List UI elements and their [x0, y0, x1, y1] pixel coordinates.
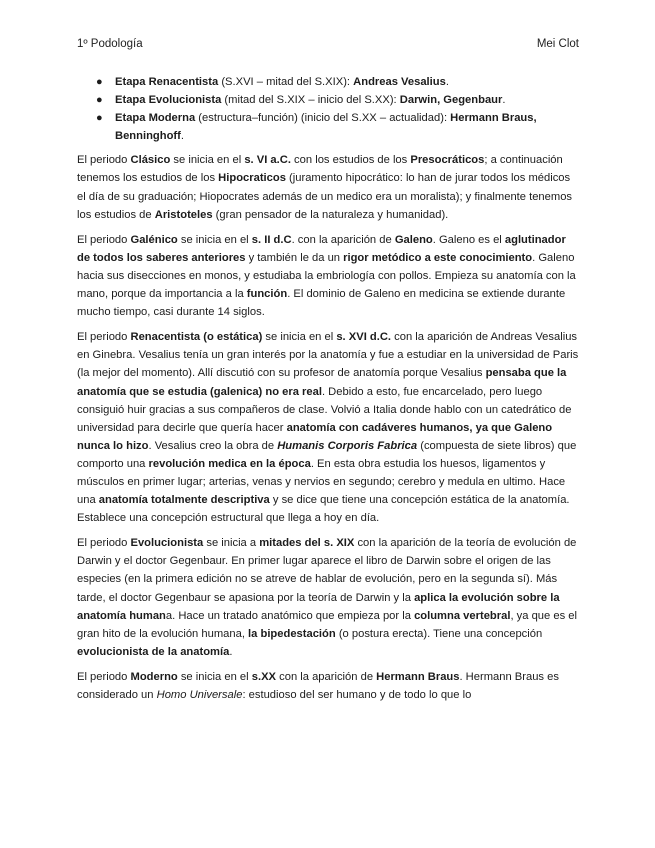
paragraph-clasico: El periodo Clásico se inicia en el s. VI a.C. con los estudios de los Presocráticos; a continuación tenemos los estudios de los Hipocraticos (juramento hipocrático: lo han de jurar todos los médicos el día de su graduación; Hiopocrates además de un medico era un moralista); y finalmente tenemos los estudios de Aristoteles (gran pensador de la naturaleza y humanidad). — [77, 154, 573, 221]
list-item: ● Etapa Evolucionista (mitad del S.XIX – inicio del S.XX): Darwin, Gegenbaur. — [77, 91, 579, 109]
bullet-icon: ● — [96, 94, 103, 107]
paragraph-evolucionista: El periodo Evolucionista se inicia a mitades del s. XIX con la aparición de la teoría de evolución de Darwin y el doctor Gegenbaur. En primer lugar aparece el libro de Darwin sobre el origen de las especies (en la primera edición no se atreve de hablar de evolución, pero en la segunda sí). Más tarde, el doctor Gegenbaur se apasiona por la teoría de Darwin y la aplica la evolución sobre la anatomía humana. Hace un tratado anatómico que empieza por la columna vertebral, ya que es el gran hito de la evolución humana, la bipedestación (o postura erecta). Tiene una concepción evolucionista de la anatomía. — [77, 537, 577, 658]
bullet-icon: ● — [96, 112, 103, 125]
header-course: 1º Podología — [77, 38, 143, 50]
header-author: Mei Clot — [536, 38, 579, 50]
list-item: ● Etapa Renacentista (S.XVI – mitad del S.XIX): Andreas Vesalius. — [77, 73, 579, 91]
list-item: ● Etapa Moderna (estructura–función) (inicio del S.XX – actualidad): Hermann Braus, Benninghoff. — [77, 109, 579, 145]
page-header — [77, 38, 579, 54]
paragraph-renacentista: El periodo Renacentista (o estática) se inicia en el s. XVI d.C. con la aparición de Andreas Vesalius en Ginebra. Vesalius tenía un gran interés por la anatomía y fue a estudiar en la universidad de Paris (la mejor del momento). Allí discutió con su profesor de anatomía porque Vesalius pensaba que la anatomía que se estudia (galenica) no era real. Debido a esto, fue encarcelado, pero luego consiguió huir gracias a sus compañeros de clase. Volvió a Italia donde hablo con un catedrático de universidad para decirle que quería hacer anatomía con cadáveres humanos, ya que Galeno nunca lo hizo. Vesalius creo la obra de Humanis Corporis Fabrica (compuesta de siete libros) que comporto una revolución medica en la época. En esta obra estudia los huesos, ligamentos y músculos en primer lugar; arterias, venas y nervios en segundo; cerebro y medula en ultimo. Hace una anatomía totalmente descriptiva y se dice que tiene una concepción estática de la anatomía. Establece una concepción estructural que llega a hoy en día. — [77, 331, 579, 525]
stages-list — [77, 73, 579, 145]
paragraph-galenico: El periodo Galénico se inicia en el s. II d.C. con la aparición de Galeno. Galeno es el aglutinador de todos los saberes anteriores y también le da un rigor metódico a este conocimiento. Galeno hacia sus disecciones en monos, y estudiaba la embriología con pollos. Empieza su anatomía con la mano, porque da importancia a la función. El dominio de Galeno en medicina se extiende durante mucho tiempo, casi durante 14 siglos. — [77, 233, 576, 319]
document-body — [77, 73, 579, 711]
bullet-icon: ● — [96, 76, 103, 88]
paragraph-moderno: El periodo Moderno se inicia en el s.XX con la aparición de Hermann Braus. Hermann Braus es considerado un Homo Universale: estudioso del ser humano y de todo lo que lo — [77, 670, 559, 701]
